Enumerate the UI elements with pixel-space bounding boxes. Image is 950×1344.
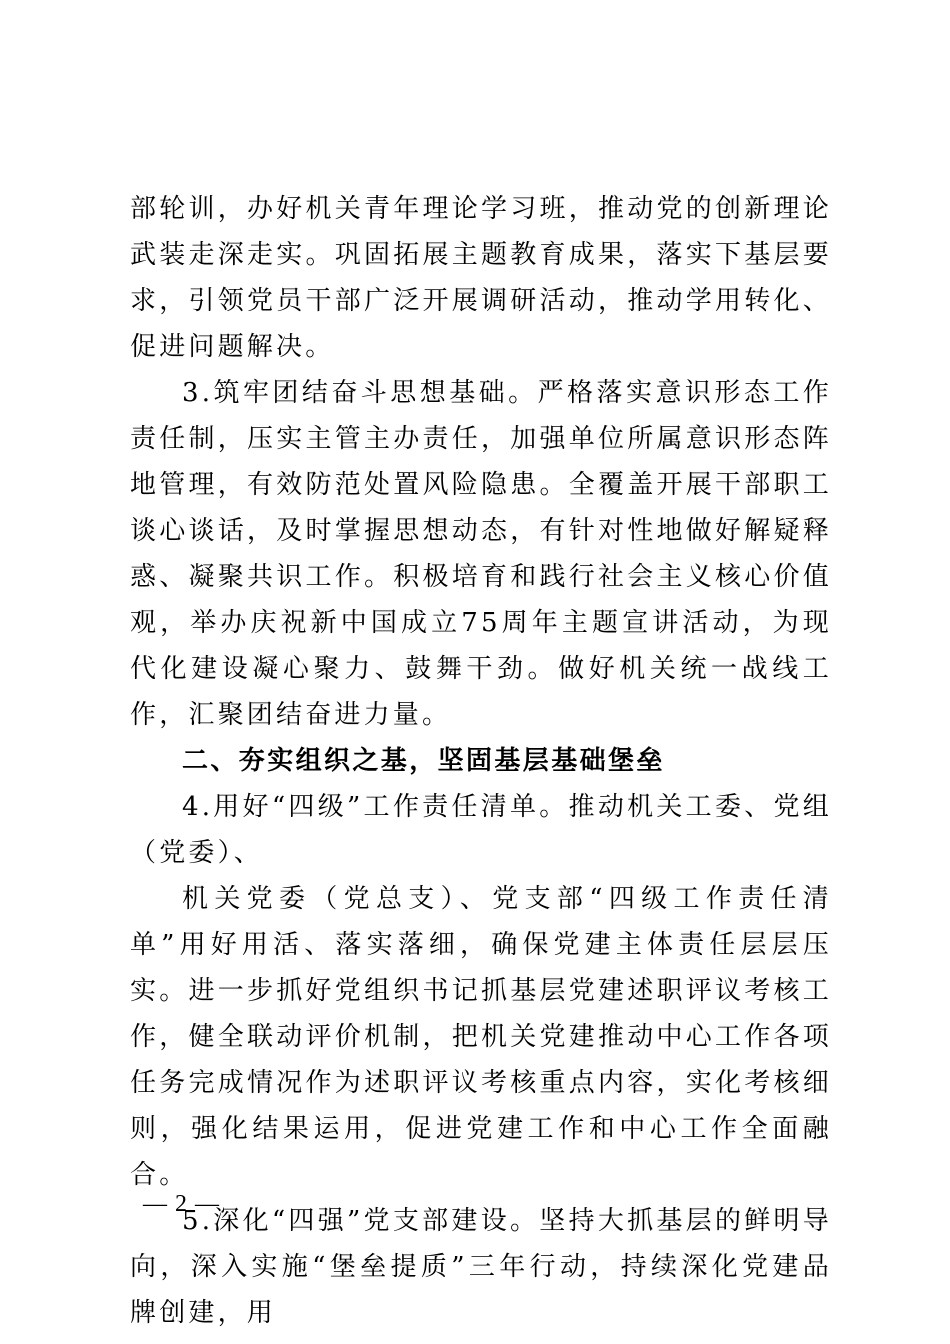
paragraph-item-4: 4.用好“四级”工作责任清单。推动机关工委、党组（党委）、 [130, 792, 832, 868]
paragraph-continuation: 部轮训，办好机关青年理论学习班，推动党的创新理论武装走深走实。巩固拓展主题教育成果，落实下基层要求，引领党员干部广泛开展调研活动，推动学用转化、促进问题解决。 [130, 194, 832, 362]
page-number: — 2 — [143, 1191, 220, 1217]
paragraph-item-3: 3.筑牢团结奋斗思想基础。严格落实意识形态工作责任制，压实主管主办责任，加强单位所属意识形态阵地管理，有效防范处置风险隐患。全覆盖开展干部职工谈心谈话，及时掌握思想动态，有针对性地做好解疑释惑、凝聚共识工作。积极培育和践行社会主义核心价值观，举办庆祝新中国成立75周年主题宣讲活动，为现代化建设凝心聚力、鼓舞干劲。做好机关统一战线工作，汇聚团结奋进力量。 [130, 378, 832, 730]
section-heading-2: 二、夯实组织之基，坚固基层基础堡垒 [182, 746, 665, 776]
document-body [130, 186, 832, 1336]
paragraph-item-4-continued: 机关党委（党总支）、党支部“四级工作责任清单”用好用活、落实落细，确保党建主体责任层层压实。进一步抓好党组织书记抓基层党建述职评议考核工作，健全联动评价机制，把机关党建推动中心工作各项任务完成情况作为述职评议考核重点内容，实化考核细则，强化结果运用，促进党建工作和中心工作全面融合。 [130, 884, 832, 1190]
paragraph-item-5: 5.深化“四强”党支部建设。坚持大抓基层的鲜明导向，深入实施“堡垒提质”三年行动，持续深化党建品牌创建，用 [130, 1206, 832, 1328]
